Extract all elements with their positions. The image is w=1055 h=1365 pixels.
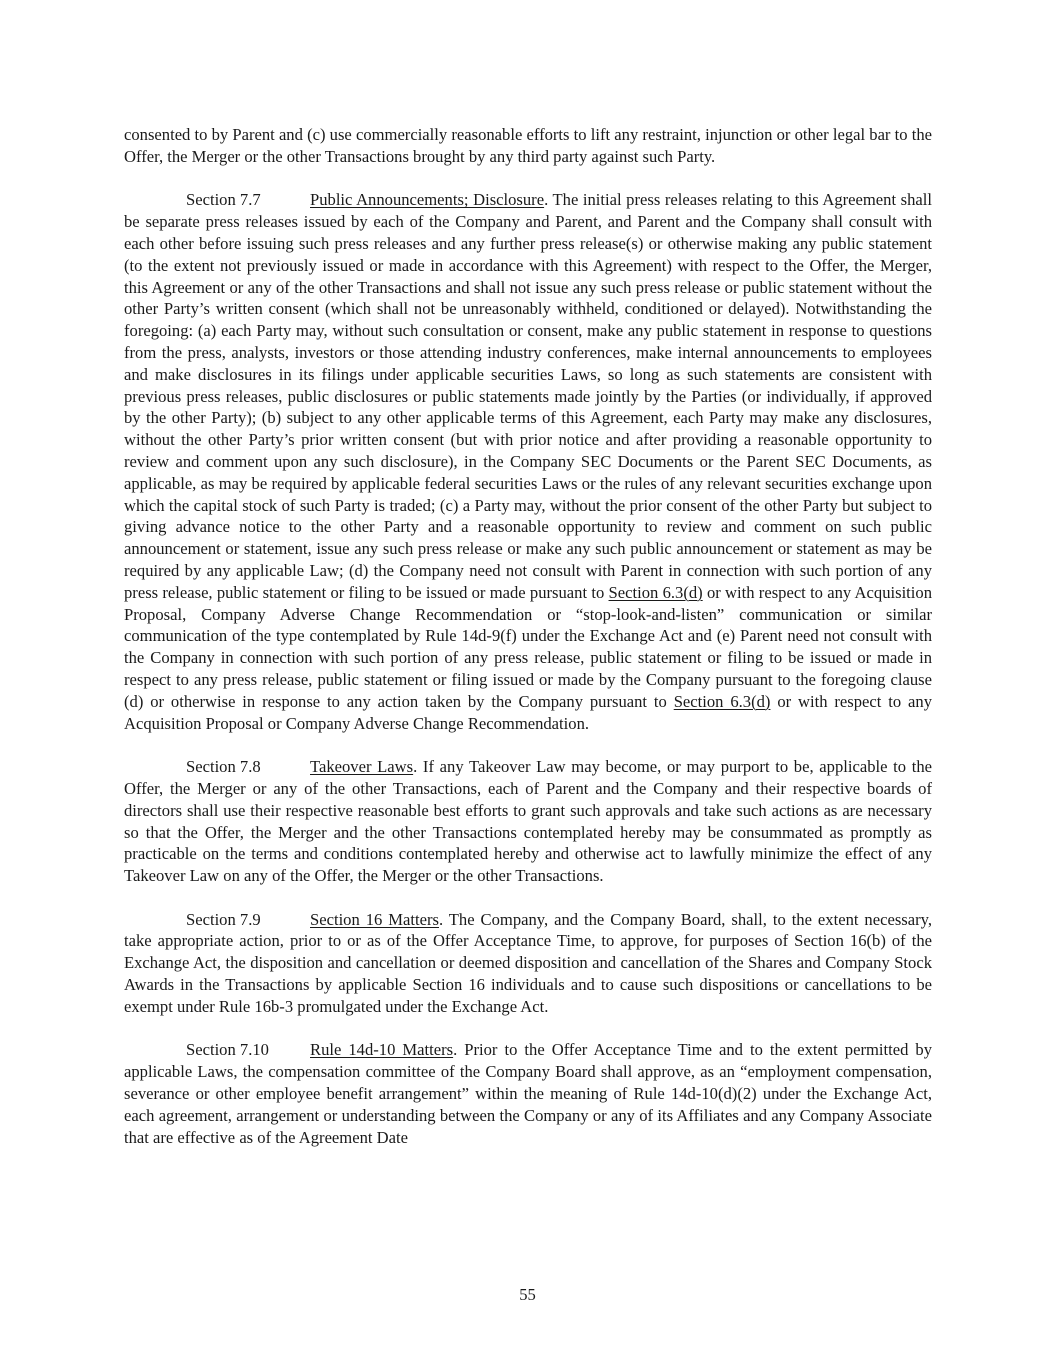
section-7-7-paragraph	[124, 189, 932, 734]
section-heading: Public Announcements; Disclosure	[310, 190, 545, 210]
section-number: Section 7.10	[186, 1040, 269, 1060]
section-number: Section 7.9	[186, 909, 261, 929]
section-number: Section 7.8	[186, 757, 261, 777]
section-7-8-paragraph	[124, 756, 932, 887]
section-heading: Rule 14d-10 Matters	[310, 1040, 454, 1060]
paragraph-text: or with respect to any Acquisition Proposal, Company Adverse Change Recommendation or “stop-look-and-listen” communication or similar communication of the type contemplated by Rule 14d-9(f) under the Exchange Act and (e) Parent need not consult with the Company in connection with such portion of any press release, public statement or filing to be issued or made in respect to any press release, public statement or filing issued or made by the Company pursuant to the foregoing clause (d) or otherwise in response to any action taken by the Company pursuant to	[124, 582, 932, 711]
paragraph-text: consented to by Parent and (c) use commercially reasonable efforts to lift any restraint, injunction or other legal bar to the Offer, the Merger or the other Transactions brought by any third party against such Party.	[124, 125, 932, 166]
cross-reference: Section 6.3(d)	[608, 582, 703, 602]
paragraph-text: . Prior to the Offer Acceptance Time and to the extent permitted by applicable Laws, the compensation committee of the Company Board shall approve, as an “employment compensation, severance or other employee benefit arrangement” within the meaning of Rule 14d-10(d)(2) under the Exchange Act, each agreement, arrangement or understanding between the Company or any of its Affiliates and any Company Associate that are effective as of the Agreement Date	[124, 1040, 932, 1147]
section-number: Section 7.7	[186, 190, 261, 210]
page-number: 55	[519, 1285, 536, 1304]
document-page	[124, 124, 932, 1170]
paragraph-text: . The Company, and the Company Board, shall, to the extent necessary, take appropriate action, prior to or as of the Offer Acceptance Time, to approve, for purposes of Section 16(b) of the Exchange Act, the disposition and cancellation or deemed disposition and cancellation of the Shares and Company Stock Awards in the Transactions by applicable Section 16 individuals and to cause such dispositions or cancellations to be exempt under Rule 16b-3 promulgated under the Exchange Act.	[124, 909, 932, 1016]
section-7-9-paragraph	[124, 909, 932, 1018]
cross-reference: Section 6.3(d)	[673, 691, 771, 711]
paragraph-text: . If any Takeover Law may become, or may purport to be, applicable to the Offer, the Merger or any of the other Transactions, each of Parent and the Company and their respective boards of directors shall use their respective reasonable best efforts to grant such approvals and take such actions as are necessary so that the Offer, the Merger and the other Transactions contemplated hereby may be consummated as promptly as practicable on the terms and conditions contemplated hereby and otherwise act to lawfully minimize the effect of any Takeover Law on any of the Offer, the Merger or the other Transactions.	[124, 757, 932, 886]
section-heading: Section 16 Matters	[310, 909, 439, 929]
paragraph-text: or with respect to any Acquisition Proposal or Company Adverse Change Recommendation.	[124, 691, 933, 733]
paragraph-continuation	[124, 124, 932, 168]
paragraph-text: . The initial press releases relating to this Agreement shall be separate press releases issued by each of the Company and Parent, and Parent and the Company shall consult with each other before issuing such press releases and any further press release(s) or otherwise making any public statement (to the extent not previously issued or made in accordance with this Agreement) with respect to the Offer, the Merger, this Agreement or any of the other Transactions and shall not issue any such press release or public statement without the other Party’s written consent (which shall not be unreasonably withheld, conditioned or delayed). Notwithstanding the foregoing: (a) each Party may, without such consultation or consent, make any public statement in response to questions from the press, analysts, investors or those attending industry conferences, make internal announcements to employees and make disclosures in its filings under applicable securities Laws, so long as such statements are consistent with previous press releases, public disclosures or public statements made jointly by the Parties (or individually, if approved by the other Party); (b) subject to any other applicable terms of this Agreement, each Party may make any disclosures, without the other Party’s prior written consent (but with prior notice and after providing a reasonable opportunity to review and comment upon any such disclosure), in the Company SEC Documents or the Parent SEC Documents, as applicable, as may be required by applicable federal securities Laws or the rules of any relevant securities exchange upon which the capital stock of such Party is traded; (c) a Party may, without the prior consent of the other Party but subject to giving advance notice to the other Party and a reasonable opportunity to review and comment on such public announcement or statement, issue any such press release or make any such public announcement or statement as may be required by any applicable Law; (d) the Company need not consult with Parent in connection with such portion of any press release, public statement or filing to be issued or made pursuant to	[124, 190, 932, 602]
section-7-10-paragraph	[124, 1039, 932, 1148]
section-heading: Takeover Laws	[310, 757, 414, 777]
